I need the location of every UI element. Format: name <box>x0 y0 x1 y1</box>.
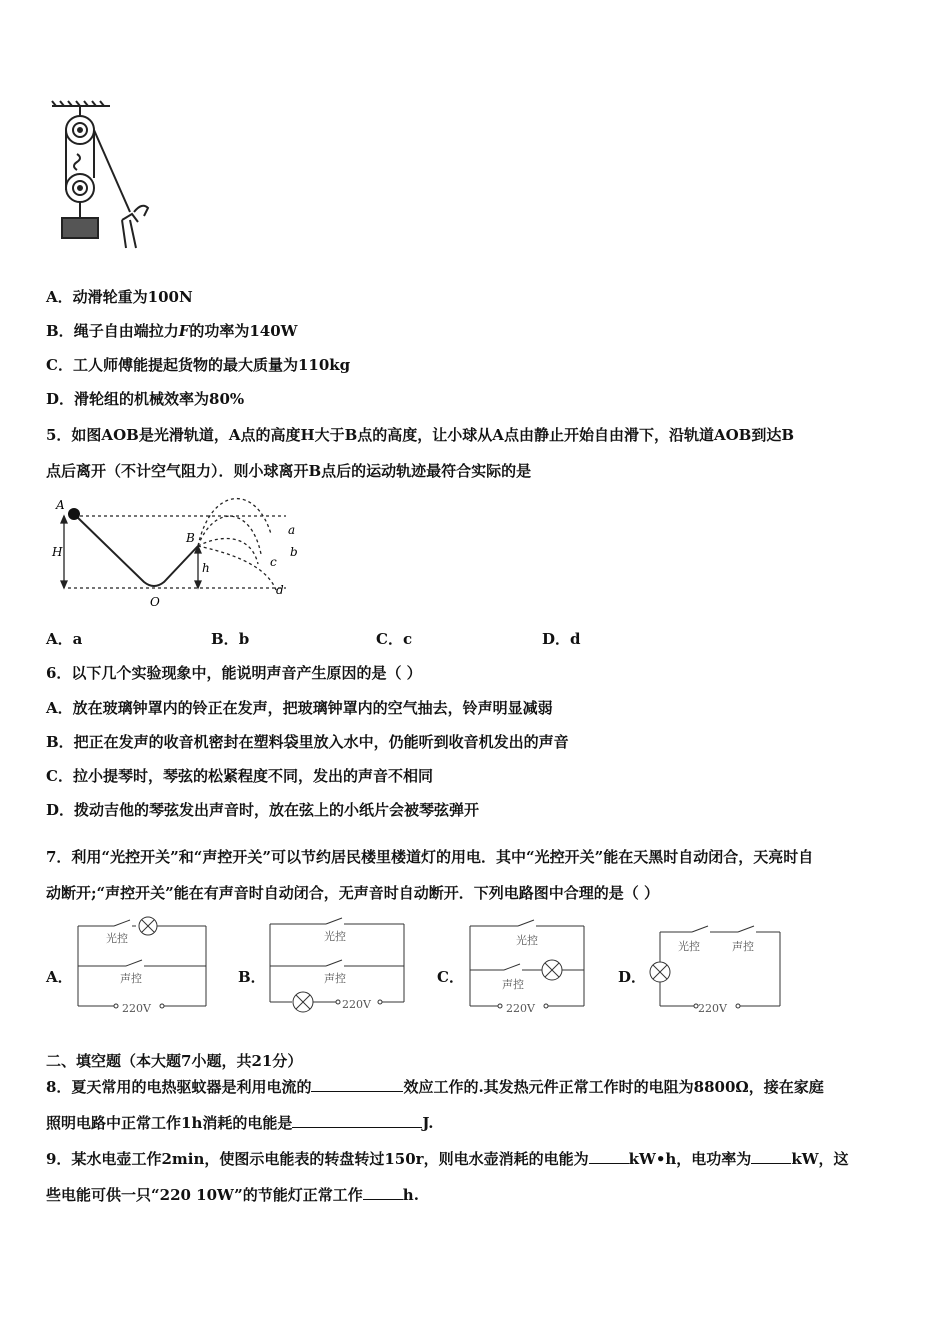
label-b: b <box>290 545 298 559</box>
q7-stem-line1: 7．利用“光控开关”和“声控开关”可以节约居民楼里楼道灯的用电．其中“光控开关”能在天黑时自动闭合，天亮时自 <box>46 848 814 866</box>
q5-stem-line2: 点后离开（不计空气阻力）．则小球离开B点后的运动轨迹最符合实际的是 <box>46 462 532 480</box>
q5-stem-line1: 5．如图AOB是光滑轨道，A点的高度H大于B点的高度，让小球从A点由静止开始自由滑下，沿轨道AOB到达B <box>46 426 795 444</box>
answer-blank[interactable] <box>751 1149 791 1164</box>
circuit-option-c-letter: C． <box>437 968 464 986</box>
voltage-label: 220V <box>342 998 371 1011</box>
voltage-label: 220V <box>122 1002 151 1015</box>
label-d: d <box>276 583 284 597</box>
label-O: O <box>150 595 160 609</box>
answer-blank[interactable] <box>363 1185 403 1200</box>
section-heading: 二、填空题（本大题7小题，共21分） <box>46 1052 303 1070</box>
option-a: A．动滑轮重为100N <box>46 288 193 306</box>
answer-blank[interactable] <box>589 1149 629 1164</box>
label-a: a <box>288 523 296 537</box>
q6-option-d: D．拨动吉他的琴弦发出声音时，放在弦上的小纸片会被琴弦弹开 <box>46 801 480 819</box>
label-A: A <box>56 498 65 512</box>
option-b: B．绳子自由端拉力F的功率为140W <box>46 322 298 340</box>
label-c: c <box>270 555 277 569</box>
sound-switch-label: 声控 <box>120 972 142 985</box>
light-switch-label: 光控 <box>516 934 538 947</box>
circuit-c <box>466 914 590 1018</box>
light-switch-label: 光控 <box>324 930 346 943</box>
q5-option-b: B．b <box>211 630 250 648</box>
option-d: D．滑轮组的机械效率为80% <box>46 390 245 408</box>
q8-line1: 8．夏天常用的电热驱蚊器是利用电流的 效应工作的.其发热元件正常工作时的电阻为8800Ω，接在家庭 <box>46 1078 824 1096</box>
sound-switch-label: 声控 <box>502 978 524 991</box>
sound-switch-label: 声控 <box>732 940 754 953</box>
sound-switch-label: 声控 <box>324 972 346 985</box>
circuit-option-b-letter: B． <box>238 968 266 986</box>
circuit-option-a-letter: A． <box>46 968 73 986</box>
ball <box>68 508 80 520</box>
light-switch-label: 光控 <box>678 940 700 953</box>
label-B: B <box>186 531 195 545</box>
circuit-d <box>646 914 786 1018</box>
q8-line2: 照明电路中正常工作1h消耗的电能是 J. <box>46 1114 434 1132</box>
q7-stem-line2: 动断开;“声控开关”能在有声音时自动闭合，无声音时自动断开．下列电路图中合理的是（ ） <box>46 884 660 902</box>
q9-line2: 些电能可供一只“220 10W”的节能灯正常工作 h. <box>46 1186 419 1204</box>
q6-option-b: B．把正在发声的收音机密封在塑料袋里放入水中，仍能听到收音机发出的声音 <box>46 733 569 751</box>
answer-blank[interactable] <box>311 1077 403 1092</box>
q6-option-a: A．放在玻璃钟罩内的铃正在发声，把玻璃钟罩内的空气抽去，铃声明显减弱 <box>46 699 553 717</box>
q6-option-c: C．拉小提琴时，琴弦的松紧程度不同，发出的声音不相同 <box>46 767 433 785</box>
circuit-option-d-letter: D． <box>618 968 647 986</box>
track-figure <box>46 494 316 614</box>
answer-blank[interactable] <box>292 1113 422 1128</box>
circuit-b <box>266 914 412 1018</box>
voltage-label: 220V <box>698 1002 727 1015</box>
q6-stem: 6．以下几个实验现象中，能说明声音产生原因的是（ ） <box>46 664 422 682</box>
voltage-label: 220V <box>506 1002 535 1015</box>
label-h: h <box>202 561 210 575</box>
q5-option-d: D．d <box>542 630 581 648</box>
q5-option-c: C．c <box>376 630 413 648</box>
label-H: H <box>52 545 63 559</box>
q5-option-a: A．a <box>46 630 83 648</box>
circuit-a <box>74 914 214 1018</box>
option-c: C．工人师傅能提起货物的最大质量为110kg <box>46 356 351 374</box>
pulley-figure <box>50 100 160 250</box>
light-switch-label: 光控 <box>106 932 128 945</box>
q9-line1: 9．某水电壶工作2min，使图示电能表的转盘转过150r，则电水壶消耗的电能为 kW•h，电功率为 kW，这 <box>46 1150 849 1168</box>
